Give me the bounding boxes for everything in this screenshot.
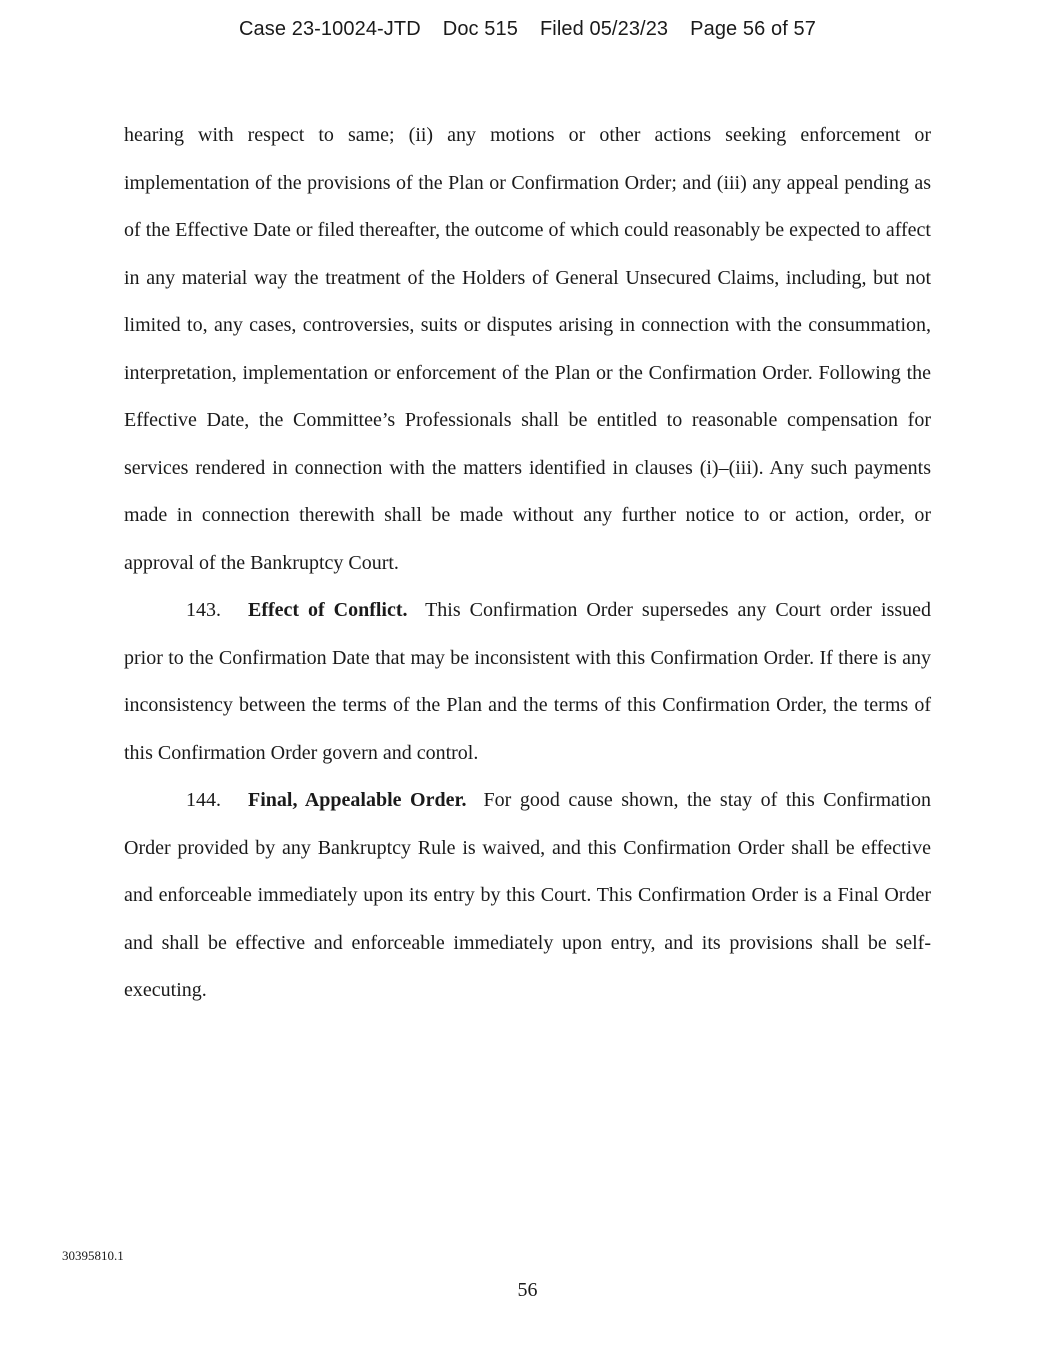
page-number: 56: [517, 1279, 538, 1301]
court-filing-header: [0, 18, 1055, 41]
document-body: [124, 112, 931, 1015]
case-number: Case 23-10024-JTD: [238, 18, 421, 40]
paragraph-144: [124, 777, 931, 1015]
paragraph-title: Final, Appealable Order.: [248, 789, 467, 811]
document-id: 30395810.1: [62, 1248, 124, 1263]
paragraph-text: For good cause shown, the stay of this Confirmation Order provided by any Bankruptcy Rule is waived, and this Confirmation Order shall be effective and enforceable immediately upon its entry by this Court. This Confirmation Order is a Final Order and shall be effective and enforceable immediately upon entry, and its provisions shall be self-executing.: [124, 789, 931, 1001]
paragraph-143: [124, 587, 931, 777]
doc-number: Doc 515: [442, 18, 518, 40]
paragraph-text: This Confirmation Order supersedes any Court order issued prior to the Confirmation Date that may be inconsistent with this Confirmation Order. If there is any inconsistency between the terms of the Plan and the terms of this Confirmation Order, the terms of this Confirmation Order govern and control.: [124, 599, 932, 764]
filed-date: Filed 05/23/23: [539, 18, 669, 40]
continuation-paragraph: hearing with respect to same; (ii) any motions or other actions seeking enforcement or implementation of the provisions of the Plan or Confirmation Order; and (iii) any appeal pending as of the Effective Date or filed thereafter, the outcome of which could reasonably be expected to affect in any material way the treatment of the Holders of General Unsecured Claims, including, but not limited to, any cases, controversies, suits or disputes arising in connection with the consummation, interpretation, implementation or enforcement of the Plan or the Confirmation Order. Following the Effective Date, the Committee’s Professionals shall be entitled to reasonable compensation for services rendered in connection with the matters identified in clauses (i)–(iii). Any such payments made in connection therewith shall be made without any further notice to or action, order, or approval of the Bankruptcy Court.: [124, 124, 931, 574]
page-count: Page 56 of 57: [690, 18, 817, 40]
paragraph-number: 143.: [186, 599, 221, 621]
paragraph-number: 144.: [186, 789, 221, 811]
paragraph-title: Effect of Conflict.: [248, 599, 408, 621]
